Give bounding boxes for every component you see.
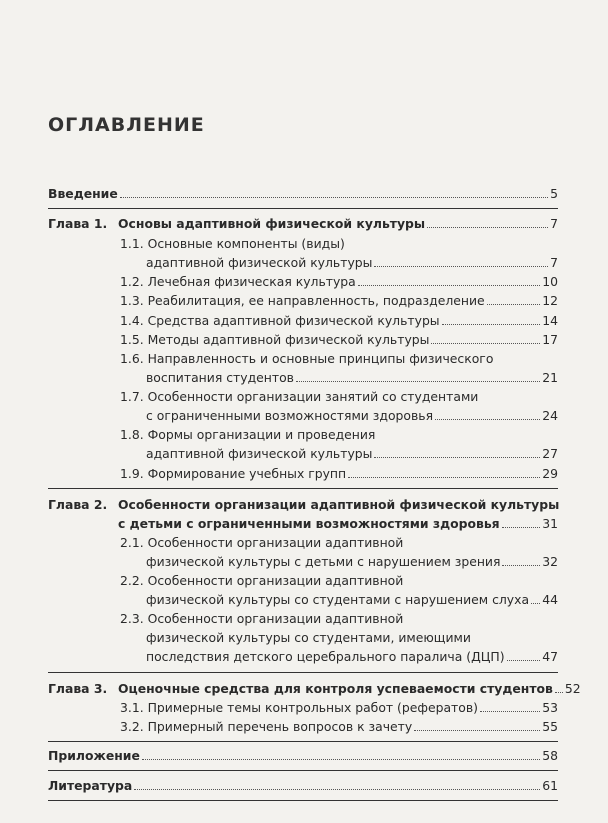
toc-page-number: 17 [542, 332, 558, 347]
toc-entry-1-3[interactable] [120, 293, 558, 308]
toc-entry-2-1[interactable] [146, 554, 558, 569]
leader-dots [414, 730, 540, 731]
leader-dots [487, 304, 541, 305]
toc-item-label: 1.5. Методы адаптивной физической культуры [120, 332, 430, 347]
toc-entry-chapter1[interactable] [118, 216, 558, 231]
leader-dots [358, 285, 540, 286]
toc-item-line: физической культуры со студентами, имеющими [146, 630, 471, 645]
page-title: ОГЛАВЛЕНИЕ [48, 114, 205, 136]
toc-item-line: 1.8. Формы организации и проведения [120, 427, 376, 442]
toc-item-line: 1.6. Направленность и основные принципы физического [120, 351, 494, 366]
toc-item-line: физической культуры со студентами с нарушением слуха [146, 592, 530, 607]
leader-dots [427, 227, 548, 228]
toc-entry-label: Введение [48, 186, 118, 201]
divider [48, 672, 558, 673]
leader-dots [531, 603, 540, 604]
toc-entry-1-5[interactable] [120, 332, 558, 347]
toc-entry-1-9[interactable] [120, 466, 558, 481]
toc-entry-3-2[interactable] [120, 719, 558, 734]
toc-item-line: последствия детского церебрального паралича (ДЦП) [146, 649, 505, 664]
toc-page-number: 7 [550, 216, 558, 231]
divider [48, 800, 558, 801]
toc-page-number: 44 [542, 592, 558, 607]
toc-page-number: 53 [542, 700, 558, 715]
toc-item-label: 1.2. Лечебная физическая культура [120, 274, 356, 289]
toc-item-line: 2.1. Особенности организации адаптивной [120, 535, 404, 550]
toc-page-number: 32 [542, 554, 558, 569]
toc-item-line: адаптивной физической культуры [146, 446, 373, 461]
toc-entry-chapter2[interactable] [118, 516, 558, 531]
toc-page-number: 31 [542, 516, 558, 531]
toc-item-line: 2.2. Особенности организации адаптивной [120, 573, 404, 588]
toc-entry-1-4[interactable] [120, 313, 558, 328]
toc-item-line: 1.7. Особенности организации занятий со студентами [120, 389, 479, 404]
leader-dots [555, 692, 563, 693]
divider [48, 770, 558, 771]
toc-entry-intro[interactable] [48, 186, 558, 201]
toc-entry-appendix[interactable] [48, 748, 558, 763]
leader-dots [502, 565, 540, 566]
toc-entry-2-3[interactable] [146, 649, 558, 664]
toc-entry-1-6[interactable] [146, 370, 558, 385]
toc-item-label: 1.4. Средства адаптивной физической культуры [120, 313, 440, 328]
leader-dots [431, 343, 540, 344]
toc-page-number: 14 [542, 313, 558, 328]
toc-page-number: 24 [542, 408, 558, 423]
toc-item-label: 1.9. Формирование учебных групп [120, 466, 347, 481]
toc-entry-literature[interactable] [48, 778, 558, 793]
chapter-title: с детьми с ограниченными возможностями здоровья [118, 516, 500, 531]
leader-dots [348, 477, 540, 478]
leader-dots [374, 457, 540, 458]
leader-dots [442, 324, 541, 325]
leader-dots [480, 711, 540, 712]
toc-entry-label: Приложение [48, 748, 140, 763]
toc-page-number: 61 [542, 778, 558, 793]
chapter-number: Глава 1. [48, 216, 108, 231]
toc-page-number: 12 [542, 293, 558, 308]
toc-page-number: 55 [542, 719, 558, 734]
toc-entry-1-1[interactable] [146, 255, 558, 270]
chapter-number: Глава 3. [48, 681, 108, 696]
divider [48, 741, 558, 742]
toc-page-number: 5 [550, 186, 558, 201]
toc-page-number: 29 [542, 466, 558, 481]
leader-dots [120, 197, 548, 198]
toc-item-line: с ограниченными возможностями здоровья [146, 408, 434, 423]
toc-page-number: 27 [542, 446, 558, 461]
leader-dots [435, 419, 540, 420]
chapter-title: Основы адаптивной физической культуры [118, 216, 426, 231]
chapter-number: Глава 2. [48, 497, 108, 512]
divider [48, 488, 558, 489]
leader-dots [374, 266, 548, 267]
toc-item-label: 3.1. Примерные темы контрольных работ (рефератов) [120, 700, 478, 715]
leader-dots [296, 381, 540, 382]
toc-entry-chapter3[interactable] [118, 681, 581, 696]
toc-item-label: 3.2. Примерный перечень вопросов к зачету [120, 719, 413, 734]
toc-item-line: 1.1. Основные компоненты (виды) [120, 236, 345, 251]
toc-page-number: 7 [550, 255, 558, 270]
toc-page-number: 21 [542, 370, 558, 385]
toc-page-number: 47 [542, 649, 558, 664]
toc-page-number: 58 [542, 748, 558, 763]
toc-entry-1-8[interactable] [146, 446, 558, 461]
chapter-title: Особенности организации адаптивной физической культуры [118, 497, 560, 512]
toc-item-line: физической культуры с детьми с нарушением зрения [146, 554, 501, 569]
leader-dots [134, 789, 540, 790]
toc-entry-3-1[interactable] [120, 700, 558, 715]
toc-item-line: 2.3. Особенности организации адаптивной [120, 611, 404, 626]
chapter-title: Оценочные средства для контроля успеваемости студентов [118, 681, 553, 696]
toc-entry-2-2[interactable] [146, 592, 558, 607]
leader-dots [502, 527, 541, 528]
leader-dots [507, 660, 541, 661]
toc-item-line: воспитания студентов [146, 370, 294, 385]
toc-entry-1-2[interactable] [120, 274, 558, 289]
toc-item-label: 1.3. Реабилитация, ее направленность, подразделение [120, 293, 485, 308]
toc-page-number: 52 [564, 681, 581, 696]
toc-item-line: адаптивной физической культуры [146, 255, 373, 270]
divider [48, 208, 558, 209]
leader-dots [142, 759, 540, 760]
toc-entry-1-7[interactable] [146, 408, 558, 423]
toc-entry-label: Литература [48, 778, 133, 793]
toc-page-number: 10 [542, 274, 558, 289]
